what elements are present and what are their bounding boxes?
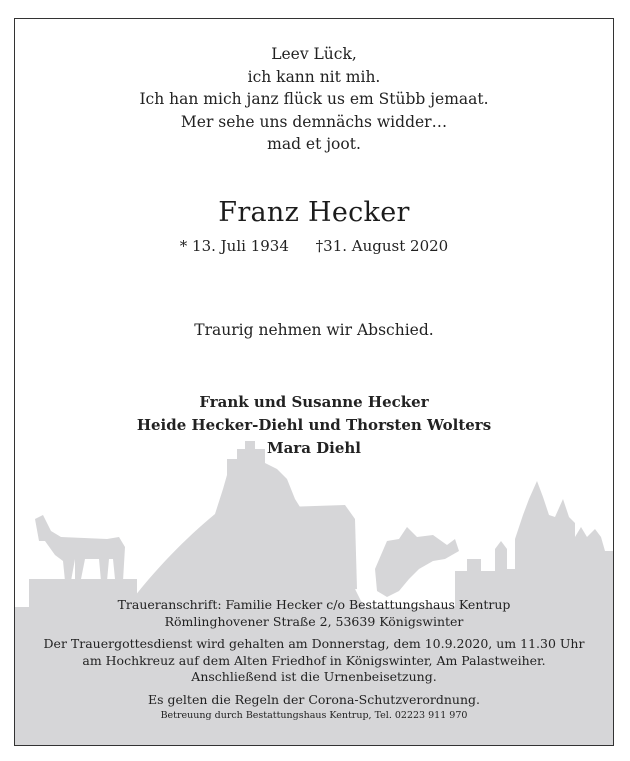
service-info xyxy=(15,597,613,725)
address-line: Traueranschrift: Familie Hecker c/o Bestattungshaus Kentrup xyxy=(117,597,511,612)
poem-line: mad et joot. xyxy=(267,135,361,153)
service-line: am Hochkreuz auf dem Alten Friedhof in Königswinter, Am Palastweiher. xyxy=(82,652,546,668)
poem-line: Mer sehe uns demnächs widder… xyxy=(180,112,448,131)
family-line: Mara Diehl xyxy=(266,439,362,457)
birth-date: * 13. Juli 1934 xyxy=(179,237,289,255)
obituary-frame xyxy=(14,18,614,746)
family-line: Frank und Susanne Hecker xyxy=(199,393,429,411)
mourning-address xyxy=(15,597,613,630)
deceased-name: Franz Hecker xyxy=(218,197,410,228)
family-names xyxy=(15,391,613,460)
death-date: †31. August 2020 xyxy=(315,237,449,255)
life-dates xyxy=(15,237,613,255)
service-line: Anschließend ist die Urnenbeisetzung. xyxy=(191,669,437,684)
poem xyxy=(15,43,613,156)
mourning-line: Traurig nehmen wir Abschied. xyxy=(194,321,434,339)
service-line: Der Trauergottesdienst wird gehalten am Donnerstag, dem 10.9.2020, um 11.30 Uhr xyxy=(43,636,585,651)
family-line: Heide Hecker-Diehl und Thorsten Wolters xyxy=(136,416,492,434)
poem-line: Ich han mich janz flück us em Stübb jemaat. xyxy=(139,90,489,108)
undertaker-note: Betreuung durch Bestattungshaus Kentrup, Tel. 02223 911 970 xyxy=(160,710,468,721)
poem-line: ich kann nit mih. xyxy=(247,67,381,86)
corona-notice: Es gelten die Regeln der Corona-Schutzverordnung. xyxy=(148,691,480,707)
service-details xyxy=(15,636,613,686)
poem-line: Leev Lück, xyxy=(271,45,357,63)
address-line: Römlinghovener Straße 2, 53639 Königswinter xyxy=(164,613,464,629)
